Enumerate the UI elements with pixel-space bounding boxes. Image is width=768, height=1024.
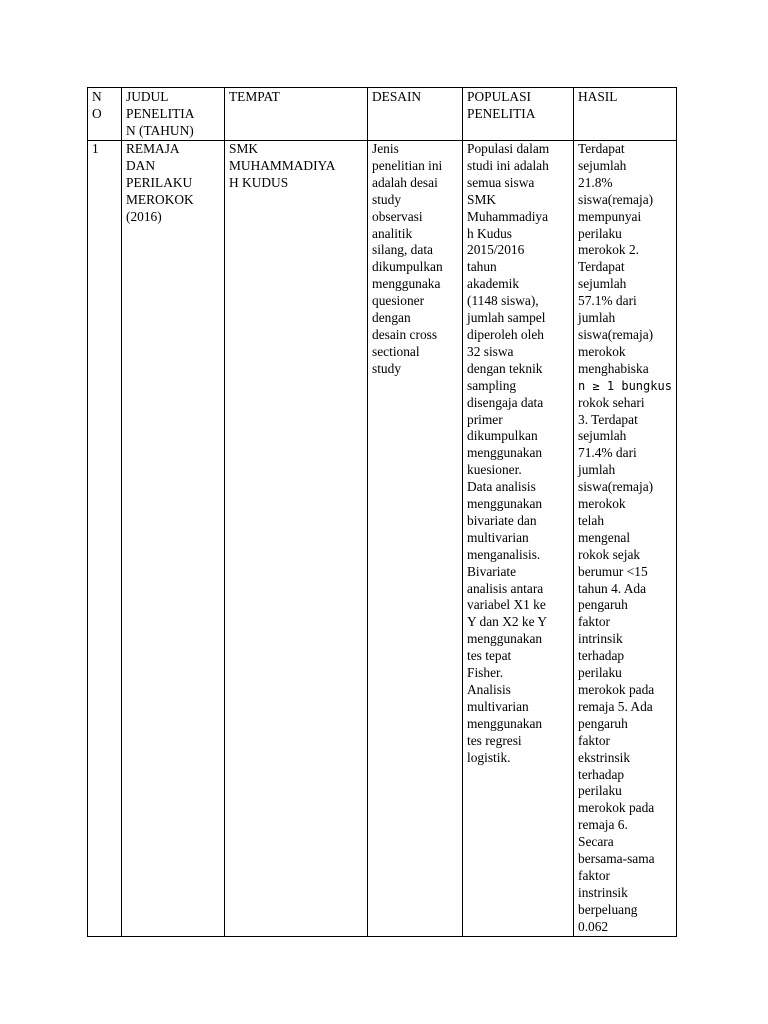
- cell-judul: REMAJA DAN PERILAKU MEROKOK (2016): [122, 141, 225, 937]
- header-populasi: POPULASI PENELITIA: [463, 88, 574, 141]
- cell-tempat: SMK MUHAMMADIYA H KUDUS: [225, 141, 368, 937]
- cell-no: 1: [88, 141, 122, 937]
- header-tempat: TEMPAT: [225, 88, 368, 141]
- research-table: [87, 87, 677, 937]
- cell-hasil: [574, 141, 677, 937]
- header-no: N O: [88, 88, 122, 141]
- cell-populasi: Populasi dalam studi ini adalah semua siswa SMK Muhammadiya h Kudus 2015/2016 tahun akademik (1148 siswa), jumlah sampel diperoleh oleh 32 siswa dengan teknik sampling disengaja data primer dikumpulkan menggunakan kuesioner. Data analisis menggunakan bivariate dan multivarian menganalisis. Bivariate analisis antara variabel X1 ke Y dan X2 ke Y menggunakan tes tepat Fisher. Analisis multivarian menggunakan tes regresi logistik.: [463, 141, 574, 937]
- header-desain: DESAIN: [368, 88, 463, 141]
- header-judul: JUDUL PENELITIA N (TAHUN): [122, 88, 225, 141]
- cell-desain: Jenis penelitian ini adalah desai study observasi analitik silang, data dikumpulkan menggunaka quesioner dengan desain cross sectional study: [368, 141, 463, 937]
- table-header-row: [88, 88, 677, 141]
- hasil-text-part2: rokok sehari 3. Terdapat sejumlah 71.4% dari jumlah siswa(remaja) merokok telah mengenal rokok sejak berumur <15 tahun 4. Ada pengaruh faktor intrinsik terhadap perilaku merokok pada remaja 5. Ada pengaruh faktor ekstrinsik terhadap perilaku merokok pada remaja 6. Secara bersama-sama faktor instrinsik berpeluang 0.062: [578, 394, 655, 934]
- hasil-formula: n ≥ 1 bungkus: [578, 378, 672, 393]
- table-row: [88, 141, 677, 937]
- header-hasil: HASIL: [574, 88, 677, 141]
- hasil-text-part1: Terdapat sejumlah 21.8% siswa(remaja) mempunyai perilaku merokok 2. Terdapat sejumlah 57.1% dari jumlah siswa(remaja) merokok menghabiska: [578, 141, 654, 376]
